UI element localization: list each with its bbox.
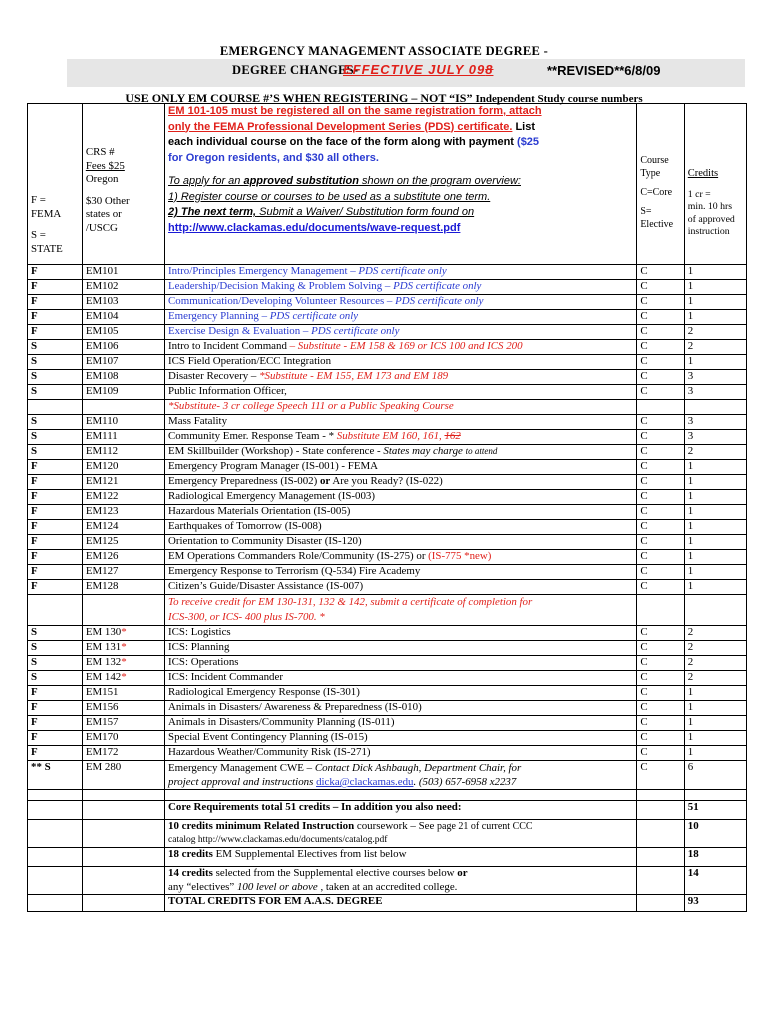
course-title: Hazardous Weather/Community Risk (IS-271) xyxy=(165,746,637,761)
course-row xyxy=(28,671,747,686)
course-row xyxy=(28,295,747,310)
course-row xyxy=(28,445,747,460)
course-title: ICS: Planning xyxy=(165,641,637,656)
course-number: EM126 xyxy=(82,550,164,565)
course-type: S xyxy=(28,671,83,686)
course-number: EM 142* xyxy=(82,671,164,686)
course-row xyxy=(28,490,747,505)
course-kind: C xyxy=(637,520,684,535)
core-requirements xyxy=(28,801,747,820)
course-number: EM156 xyxy=(82,701,164,716)
course-number: EM105 xyxy=(82,325,164,340)
course-type xyxy=(28,400,83,415)
course-kind: C xyxy=(637,295,684,310)
course-row xyxy=(28,716,747,731)
course-number: EM120 xyxy=(82,460,164,475)
course-kind: C xyxy=(637,641,684,656)
course-kind: C xyxy=(637,280,684,295)
course-title: Emergency Program Manager (IS-001) - FEMA xyxy=(165,460,637,475)
course-title: Emergency Management CWE – Contact Dick Ashbaugh, Department Chair, for project approval and instructions dicka@clackamas.edu. (503) 657-6958 x2237 xyxy=(165,761,637,790)
type-legend: F = FEMA S = STATE xyxy=(28,104,83,265)
course-row xyxy=(28,430,747,445)
course-number: EM172 xyxy=(82,746,164,761)
course-kind: C xyxy=(637,671,684,686)
supplemental-electives-text: 18 credits EM Supplemental Electives from list below xyxy=(165,848,637,867)
course-type-legend: Course Type C=Core S= Elective xyxy=(637,104,684,265)
general-electives xyxy=(28,867,747,895)
course-credits: 2 xyxy=(684,626,746,641)
course-type: S xyxy=(28,656,83,671)
course-credits xyxy=(684,400,746,415)
course-type: F xyxy=(28,550,83,565)
course-type: ** S xyxy=(28,761,83,790)
course-kind: C xyxy=(637,340,684,355)
course-credits: 2 xyxy=(684,656,746,671)
course-credits: 1 xyxy=(684,535,746,550)
course-number: EM157 xyxy=(82,716,164,731)
credits-legend: Credits 1 cr = min. 10 hrs of approved instruction xyxy=(684,104,746,265)
course-row xyxy=(28,355,747,370)
supplemental-electives-credits: 18 xyxy=(684,848,746,867)
course-type: S xyxy=(28,445,83,460)
course-row xyxy=(28,535,747,550)
course-kind: C xyxy=(637,370,684,385)
course-number: EM127 xyxy=(82,565,164,580)
course-number: EM101 xyxy=(82,265,164,280)
course-credits: 1 xyxy=(684,686,746,701)
course-row xyxy=(28,385,747,400)
course-row xyxy=(28,310,747,325)
course-credits: 1 xyxy=(684,280,746,295)
course-row xyxy=(28,626,747,641)
course-type: F xyxy=(28,280,83,295)
course-number: EM 130* xyxy=(82,626,164,641)
course-row xyxy=(28,265,747,280)
course-number: EM104 xyxy=(82,310,164,325)
course-kind: C xyxy=(637,355,684,370)
course-type: S xyxy=(28,340,83,355)
course-number: EM123 xyxy=(82,505,164,520)
course-type: F xyxy=(28,716,83,731)
course-row xyxy=(28,325,747,340)
course-row xyxy=(28,686,747,701)
course-kind: C xyxy=(637,505,684,520)
course-kind: C xyxy=(637,701,684,716)
course-table xyxy=(27,103,747,912)
course-credits: 1 xyxy=(684,701,746,716)
course-number: EM151 xyxy=(82,686,164,701)
course-number: EM 132* xyxy=(82,656,164,671)
course-kind: C xyxy=(637,746,684,761)
course-title: Radiological Emergency Management (IS-003) xyxy=(165,490,637,505)
course-title: Emergency Preparedness (IS-002) or Are you Ready? (IS-022) xyxy=(165,475,637,490)
course-credits: 1 xyxy=(684,550,746,565)
course-row xyxy=(28,701,747,716)
course-credits: 2 xyxy=(684,340,746,355)
course-number: EM 131* xyxy=(82,641,164,656)
course-type: S xyxy=(28,415,83,430)
registration-notes: EM 101-105 must be registered all on the same registration form, attach only the FEMA Professional Development Series (PDS) certificate. List each individual course on the face of the form along with payment ($25 for Oregon residents, and $30 all others. To apply for an approved substitution shown on the program overview: 1) Register course or courses to be used as a substitute one term. 2) The next term, Submit a Waiver/ Substitution form found on http://www.clackamas.edu/documents/wave-request.pdf xyxy=(165,104,637,265)
course-number: EM108 xyxy=(82,370,164,385)
course-title: Animals in Disasters/Community Planning (IS-011) xyxy=(165,716,637,731)
course-credits: 2 xyxy=(684,325,746,340)
course-title: Earthquakes of Tomorrow (IS-008) xyxy=(165,520,637,535)
course-kind: C xyxy=(637,415,684,430)
course-number: EM124 xyxy=(82,520,164,535)
course-type: F xyxy=(28,731,83,746)
course-type: S xyxy=(28,626,83,641)
course-title: *Substitute- 3 cr college Speech 111 or a Public Speaking Course xyxy=(165,400,637,415)
course-type: S xyxy=(28,370,83,385)
course-number: EM170 xyxy=(82,731,164,746)
course-kind xyxy=(637,400,684,415)
course-credits: 2 xyxy=(684,445,746,460)
course-kind: C xyxy=(637,490,684,505)
course-title: ICS: Logistics xyxy=(165,626,637,641)
spacer-row xyxy=(28,790,747,801)
course-type: F xyxy=(28,686,83,701)
course-kind: C xyxy=(637,626,684,641)
course-type: F xyxy=(28,580,83,595)
course-number: EM103 xyxy=(82,295,164,310)
course-type: F xyxy=(28,490,83,505)
course-credits: 3 xyxy=(684,430,746,445)
course-credits: 1 xyxy=(684,580,746,595)
course-title: Communication/Developing Volunteer Resources – PDS certificate only xyxy=(165,295,637,310)
course-credits: 6 xyxy=(684,761,746,790)
course-title: Intro/Principles Emergency Management – PDS certificate only xyxy=(165,265,637,280)
course-type: F xyxy=(28,505,83,520)
course-row xyxy=(28,415,747,430)
course-credits: 1 xyxy=(684,265,746,280)
course-title: Leadership/Decision Making & Problem Solving – PDS certificate only xyxy=(165,280,637,295)
course-credits: 1 xyxy=(684,731,746,746)
course-number xyxy=(82,400,164,415)
course-row xyxy=(28,520,747,535)
cwe-row xyxy=(28,761,747,790)
course-credits: 1 xyxy=(684,475,746,490)
course-number: EM121 xyxy=(82,475,164,490)
course-type: F xyxy=(28,265,83,280)
course-kind: C xyxy=(637,385,684,400)
course-credits: 1 xyxy=(684,746,746,761)
course-type: F xyxy=(28,295,83,310)
course-credits: 1 xyxy=(684,310,746,325)
supplemental-electives xyxy=(28,848,747,867)
course-type: S xyxy=(28,641,83,656)
course-number: EM125 xyxy=(82,535,164,550)
course-credits: 1 xyxy=(684,716,746,731)
course-number: EM128 xyxy=(82,580,164,595)
course-title: Animals in Disasters/ Awareness & Preparedness (IS-010) xyxy=(165,701,637,716)
course-number: EM102 xyxy=(82,280,164,295)
course-row xyxy=(28,580,747,595)
course-type: S xyxy=(28,430,83,445)
total-credits-credits: 93 xyxy=(684,895,746,912)
course-row xyxy=(28,370,747,385)
course-title: Disaster Recovery – *Substitute - EM 155, EM 173 and EM 189 xyxy=(165,370,637,385)
course-kind: C xyxy=(637,265,684,280)
course-credits: 3 xyxy=(684,415,746,430)
course-kind: C xyxy=(637,686,684,701)
course-title: Citizen’s Guide/Disaster Assistance (IS-007) xyxy=(165,580,637,595)
course-number: EM110 xyxy=(82,415,164,430)
course-row xyxy=(28,731,747,746)
course-credits: 1 xyxy=(684,490,746,505)
doc-title: EMERGENCY MANAGEMENT ASSOCIATE DEGREE - xyxy=(219,44,549,58)
ics-note-row xyxy=(28,595,747,626)
course-kind: C xyxy=(637,550,684,565)
course-title: EM Operations Commanders Role/Community (IS-275) or (IS-775 *new) xyxy=(165,550,637,565)
course-credits: 1 xyxy=(684,355,746,370)
contact-email-link[interactable]: dicka@clackamas.edu xyxy=(316,776,414,788)
course-kind: C xyxy=(637,310,684,325)
course-row xyxy=(28,505,747,520)
general-electives-credits: 14 xyxy=(684,867,746,895)
course-type: F xyxy=(28,460,83,475)
related-instruction-text: 10 credits minimum Related Instruction coursework – See page 21 of current CCC catalog http://www.clackamas.edu/documents/catalog.pdf xyxy=(165,820,637,848)
course-credits: 1 xyxy=(684,460,746,475)
ics-note: To receive credit for EM 130-131, 132 & 142, submit a certificate of completion for ICS-300, or ICS- 400 plus IS-700. * xyxy=(165,595,637,626)
course-kind: C xyxy=(637,475,684,490)
course-title: ICS: Operations xyxy=(165,656,637,671)
course-number: EM112 xyxy=(82,445,164,460)
course-row xyxy=(28,400,747,415)
related-instruction-credits: 10 xyxy=(684,820,746,848)
course-credits: 1 xyxy=(684,565,746,580)
course-type: F xyxy=(28,520,83,535)
course-title: Radiological Emergency Response (IS-301) xyxy=(165,686,637,701)
course-kind: C xyxy=(637,325,684,340)
course-number: EM107 xyxy=(82,355,164,370)
course-number: EM109 xyxy=(82,385,164,400)
course-type: F xyxy=(28,475,83,490)
course-row xyxy=(28,475,747,490)
course-number: EM 280 xyxy=(82,761,164,790)
core-requirements-credits: 51 xyxy=(684,801,746,820)
course-row xyxy=(28,641,747,656)
course-row xyxy=(28,565,747,580)
course-type: F xyxy=(28,565,83,580)
course-type: F xyxy=(28,746,83,761)
course-kind: C xyxy=(637,731,684,746)
revised-date: **REVISED**6/8/09 xyxy=(547,63,661,78)
course-kind: C xyxy=(637,445,684,460)
course-row xyxy=(28,746,747,761)
course-kind: C xyxy=(637,761,684,790)
course-row xyxy=(28,656,747,671)
effective-date: EFFECTIVE JULY 098 xyxy=(343,62,494,77)
course-number: EM122 xyxy=(82,490,164,505)
course-credits: 1 xyxy=(684,295,746,310)
course-title: Intro to Incident Command – Substitute - EM 158 & 169 or ICS 100 and ICS 200 xyxy=(165,340,637,355)
course-title: EM Skillbuilder (Workshop) - State conference - States may charge to attend xyxy=(165,445,637,460)
course-title: Emergency Planning – PDS certificate only xyxy=(165,310,637,325)
course-row xyxy=(28,280,747,295)
course-credits: 1 xyxy=(684,520,746,535)
course-type: F xyxy=(28,535,83,550)
course-number: EM106 xyxy=(82,340,164,355)
course-type: F xyxy=(28,310,83,325)
course-title: Mass Fatality xyxy=(165,415,637,430)
table-header-row xyxy=(28,104,747,265)
course-kind: C xyxy=(637,535,684,550)
course-credits: 2 xyxy=(684,641,746,656)
related-instruction xyxy=(28,820,747,848)
general-electives-text: 14 credits selected from the Supplemental elective courses below or any “electives” 100 level or above , taken at an accredited college. xyxy=(165,867,637,895)
course-title: Special Event Contingency Planning (IS-015) xyxy=(165,731,637,746)
course-type: S xyxy=(28,385,83,400)
course-title: Public Information Officer, xyxy=(165,385,637,400)
course-title: ICS Field Operation/ECC Integration xyxy=(165,355,637,370)
course-title: Exercise Design & Evaluation – PDS certificate only xyxy=(165,325,637,340)
changes-label: DEGREE CHANGES- xyxy=(232,63,359,77)
course-kind: C xyxy=(637,565,684,580)
course-kind: C xyxy=(637,460,684,475)
course-type: F xyxy=(28,701,83,716)
course-kind: C xyxy=(637,716,684,731)
course-kind: C xyxy=(637,430,684,445)
course-type: F xyxy=(28,325,83,340)
course-kind: C xyxy=(637,580,684,595)
course-title: Community Emer. Response Team - * Substitute EM 160, 161, 162 xyxy=(165,430,637,445)
course-type: S xyxy=(28,355,83,370)
core-requirements-text: Core Requirements total 51 credits – In addition you also need: xyxy=(165,801,637,820)
waiver-form-link[interactable]: http://www.clackamas.edu/documents/wave-request.pdf xyxy=(168,221,461,234)
course-row xyxy=(28,550,747,565)
course-credits: 1 xyxy=(684,505,746,520)
course-title: Emergency Response to Terrorism (Q-534) Fire Academy xyxy=(165,565,637,580)
course-title: Hazardous Materials Orientation (IS-005) xyxy=(165,505,637,520)
course-title: ICS: Incident Commander xyxy=(165,671,637,686)
course-number: EM111 xyxy=(82,430,164,445)
total-credits-text: TOTAL CREDITS FOR EM A.A.S. DEGREE xyxy=(165,895,637,912)
course-kind: C xyxy=(637,656,684,671)
course-title: Orientation to Community Disaster (IS-120) xyxy=(165,535,637,550)
registration-notice: USE ONLY EM COURSE #’S WHEN REGISTERING – NOT “IS” Independent Study course numbers xyxy=(125,91,643,105)
course-credits: 3 xyxy=(684,385,746,400)
course-credits: 3 xyxy=(684,370,746,385)
course-credits: 2 xyxy=(684,671,746,686)
course-row xyxy=(28,340,747,355)
total-credits xyxy=(28,895,747,912)
fee-legend: CRS # Fees $25 Oregon $30 Other states or /USCG xyxy=(82,104,164,265)
course-row xyxy=(28,460,747,475)
